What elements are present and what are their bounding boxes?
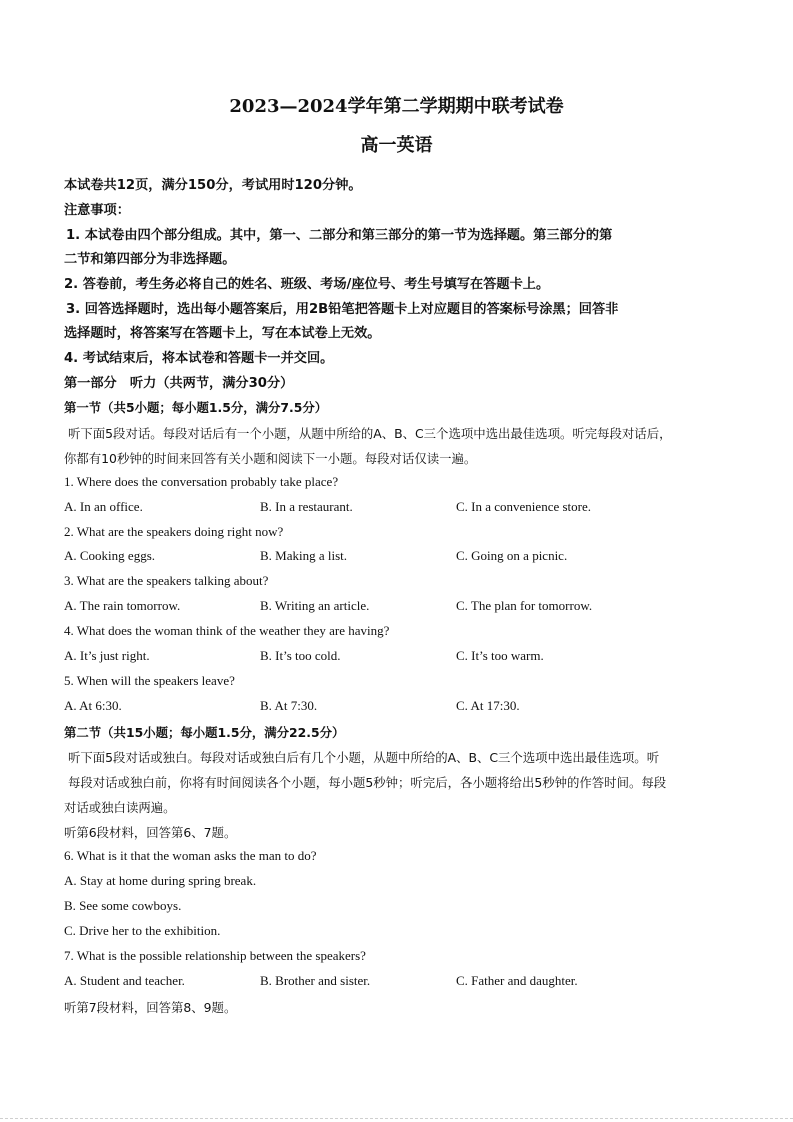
option-b: B. Making a list. (260, 548, 348, 563)
question-stem: 1. Where does the conversation probably take place? (64, 474, 339, 489)
material-6-note: 听第6段材料，回答第6、7题。 (64, 825, 237, 840)
section1-heading: 第一节（共5小题；每小题1.5分，满分7.5分） (64, 400, 328, 415)
option-b: B. See some cowboys. (64, 898, 182, 913)
option-c: C. At 17:30. (456, 698, 520, 713)
question-stem: 3. What are the speakers talking about? (64, 573, 269, 588)
section2-instruction-line: 每段对话或独白前，你将有时间阅读各个小题，每小题5秒钟；听完后，各小题将给出5秒钟的作答时间。每段 (68, 775, 667, 790)
exam-title: 2023—2024学年第二学期期中联考试卷 (229, 96, 564, 117)
exam-intro: 本试卷共12页，满分150分，考试用时120分钟。 (64, 178, 362, 193)
material-7-note: 听第7段材料，回答第8、9题。 (64, 1000, 237, 1015)
option-b: B. In a restaurant. (260, 499, 353, 514)
question-stem: 7. What is the possible relationship between the speakers? (64, 948, 366, 963)
option-b: B. Writing an article. (260, 598, 370, 613)
section2-heading: 第二节（共15小题；每小题1.5分，满分22.5分） (64, 725, 345, 740)
note-line: 3. 回答选择题时，选出每小题答案后，用2B铅笔把答题卡上对应题目的答案标号涂黑；回答非 (66, 302, 619, 317)
note-line: 选择题时，将答案写在答题卡上，写在本试卷上无效。 (64, 326, 381, 341)
option-a: A. At 6:30. (64, 698, 122, 713)
option-a: A. Student and teacher. (64, 973, 185, 988)
option-c: C. Drive her to the exhibition. (64, 923, 221, 938)
option-a: A. Stay at home during spring break. (64, 873, 257, 888)
note-line: 二节和第四部分为非选择题。 (64, 252, 236, 267)
option-c: C. Father and daughter. (456, 973, 578, 988)
exam-subtitle: 高一英语 (360, 135, 433, 156)
option-c: C. Going on a picnic. (456, 548, 568, 563)
section2-instruction-line: 听下面5段对话或独白。每段对话或独白后有几个小题，从题中所给的A、B、C三个选项中选出最佳选项。听 (68, 750, 660, 765)
option-a: A. In an office. (64, 499, 143, 514)
section1-instruction-line: 你都有10秒钟的时间来回答有关小题和阅读下一小题。每段对话仅读一遍。 (64, 451, 477, 466)
notes-heading: 注意事项： (64, 203, 130, 218)
section1-instruction-line: 听下面5段对话。每段对话后有一个小题，从题中所给的A、B、C三个选项中选出最佳选项。听完每段对话后， (68, 426, 672, 441)
option-c: C. It’s too warm. (456, 648, 544, 663)
option-b: B. Brother and sister. (260, 973, 371, 988)
note-line: 4. 考试结束后，将本试卷和答题卡一并交回。 (64, 351, 334, 366)
question-stem: 5. When will the speakers leave? (64, 673, 235, 688)
question-stem: 2. What are the speakers doing right now? (64, 524, 284, 539)
part1-heading: 第一部分 听力（共两节，满分30分） (64, 376, 294, 391)
option-b: B. It’s too cold. (260, 648, 341, 663)
question-stem: 4. What does the woman think of the weather they are having? (64, 623, 390, 638)
option-a: A. Cooking eggs. (64, 548, 155, 563)
option-b: B. At 7:30. (260, 698, 318, 713)
option-a: A. The rain tomorrow. (64, 598, 181, 613)
note-line: 1. 本试卷由四个部分组成。其中，第一、二部分和第三部分的第一节为选择题。第三部分的第 (66, 228, 613, 243)
page-bottom-divider (0, 1118, 793, 1119)
note-line: 2. 答卷前，考生务必将自己的姓名、班级、考场/座位号、考生号填写在答题卡上。 (64, 277, 550, 292)
section2-instruction-line: 对话或独白读两遍。 (64, 800, 176, 815)
option-a: A. It’s just right. (64, 648, 150, 663)
option-c: C. In a convenience store. (456, 499, 592, 514)
question-stem: 6. What is it that the woman asks the man to do? (64, 848, 317, 863)
option-c: C. The plan for tomorrow. (456, 598, 593, 613)
